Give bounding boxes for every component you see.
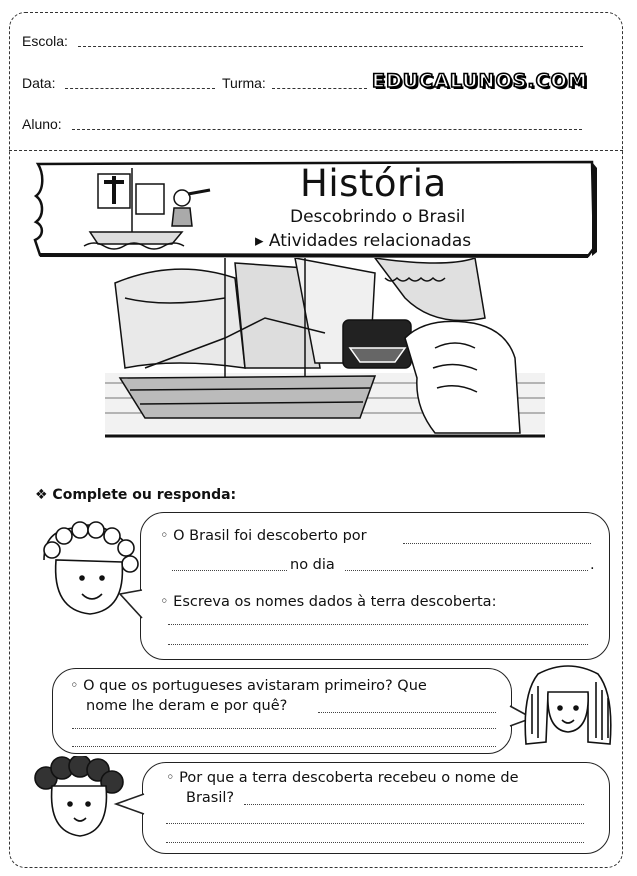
activities-label: ▸ Atividades relacionadas bbox=[255, 231, 472, 251]
q4-text-line-2: Brasil? bbox=[186, 790, 235, 806]
school-label: Escola: bbox=[22, 33, 68, 49]
q2-text: ◦ Escreva os nomes dados à terra descoberta: bbox=[160, 594, 497, 610]
bubble-tail-1 bbox=[118, 584, 148, 624]
class-input-line[interactable] bbox=[272, 88, 367, 89]
q3-text-line-2: nome lhe deram e por quê? bbox=[86, 698, 288, 714]
date-input-line[interactable] bbox=[65, 88, 215, 89]
q4-answer-line-1[interactable] bbox=[244, 804, 584, 805]
student-input-line[interactable] bbox=[72, 129, 582, 130]
q4-answer-line-2[interactable] bbox=[166, 823, 584, 824]
q3-answer-line-3[interactable] bbox=[72, 746, 496, 747]
q3-answer-line-2[interactable] bbox=[72, 728, 496, 729]
instructions-heading: ❖ Complete ou responda: bbox=[35, 487, 237, 503]
bubble-tail-3 bbox=[112, 790, 146, 820]
q1-on-day-text: no dia bbox=[290, 557, 335, 573]
q4-answer-line-3[interactable] bbox=[166, 842, 584, 843]
class-label: Turma: bbox=[222, 75, 266, 91]
student-label: Aluno: bbox=[22, 116, 62, 132]
q1-answer-line-1[interactable] bbox=[403, 543, 591, 544]
school-input-line[interactable] bbox=[78, 46, 583, 47]
site-logo: EDUCALUNOS.COM bbox=[372, 70, 588, 92]
q2-answer-line-1[interactable] bbox=[168, 624, 588, 625]
q3-text-line-1: ◦ O que os portugueses avistaram primeiro? Que bbox=[70, 678, 427, 694]
q1-answer-line-2[interactable] bbox=[172, 570, 287, 571]
date-label: Data: bbox=[22, 75, 56, 91]
page-title: História bbox=[300, 162, 447, 205]
caravel-illustration bbox=[105, 258, 545, 438]
q1-period: . bbox=[590, 557, 595, 573]
header-separator bbox=[9, 150, 623, 151]
q3-answer-line-1[interactable] bbox=[318, 712, 496, 713]
q1-text: ◦ O Brasil foi descoberto por bbox=[160, 528, 367, 544]
page-subtitle: Descobrindo o Brasil bbox=[290, 207, 466, 227]
girl-long-hair-icon bbox=[518, 664, 618, 748]
q4-text-line-1: ◦ Por que a terra descoberta recebeu o nome de bbox=[166, 770, 519, 786]
q1-date-line[interactable] bbox=[345, 570, 588, 571]
q2-answer-line-2[interactable] bbox=[168, 644, 588, 645]
